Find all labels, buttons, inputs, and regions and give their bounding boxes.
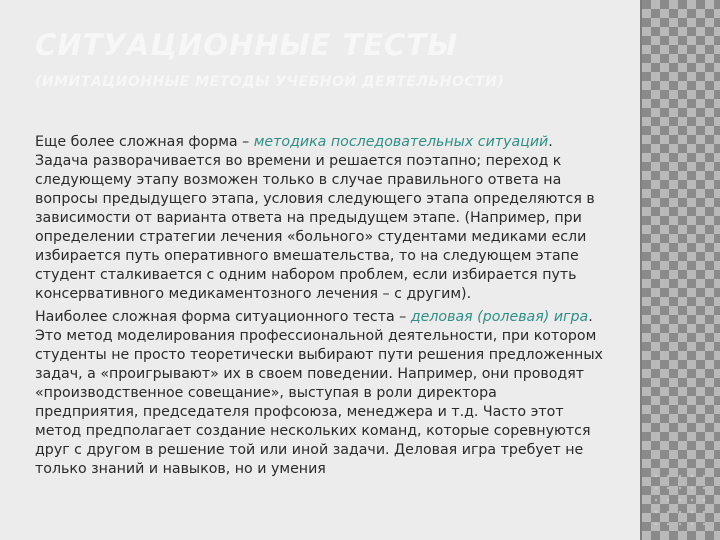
term-sequential-situations: методика последовательных ситуаций bbox=[253, 134, 549, 150]
body-text bbox=[35, 133, 603, 483]
paragraph-lead: Еще более сложная форма – bbox=[35, 134, 254, 150]
paragraph-lead: Наиболее сложная форма ситуационного теста – bbox=[35, 309, 411, 325]
slide-subtitle: (ИМИТАЦИОННЫЕ МЕТОДЫ УЧЕБНОЙ ДЕЯТЕЛЬНОСТИ) bbox=[35, 74, 505, 90]
decorative-side-pattern bbox=[640, 0, 720, 540]
slide-title: СИТУАЦИОННЫЕ ТЕСТЫ bbox=[35, 28, 459, 62]
term-business-game: деловая (ролевая) игра bbox=[410, 309, 589, 325]
decorative-dots bbox=[650, 470, 710, 530]
paragraph-business-game bbox=[35, 308, 603, 479]
paragraph-sequential-situations bbox=[35, 133, 603, 304]
paragraph-rest: . Это метод моделирования профессиональной деятельности, при котором студенты не просто теоретически выбирают пути решения предложенных задач, а «проигрывают» их в своем поведении. Например, они проводят «производственное совещание», выступая в роли директора предприятия, председателя профсоюза, менеджера и т.д. Часто этот метод предполагает создание нескольких команд, которые соревнуются друг с другом в решение той или иной задачи. Деловая игра требует не только знаний и навыков, но и умения bbox=[35, 309, 603, 477]
paragraph-rest: . Задача разворачивается во времени и решается поэтапно; переход к следующему этапу возможен только в случае правильного ответа на вопросы предыдущего этапа, условия следующего этапа определяются в зависимости от варианта ответа на предыдущем этапе. (Например, при определении стратегии лечения «больного» студентами медиками если избирается путь оперативного вмешательства, то на следующем этапе студент сталкивается с одним набором проблем, если избирается путь консервативного медикаментозного лечения – с другим). bbox=[35, 134, 595, 302]
